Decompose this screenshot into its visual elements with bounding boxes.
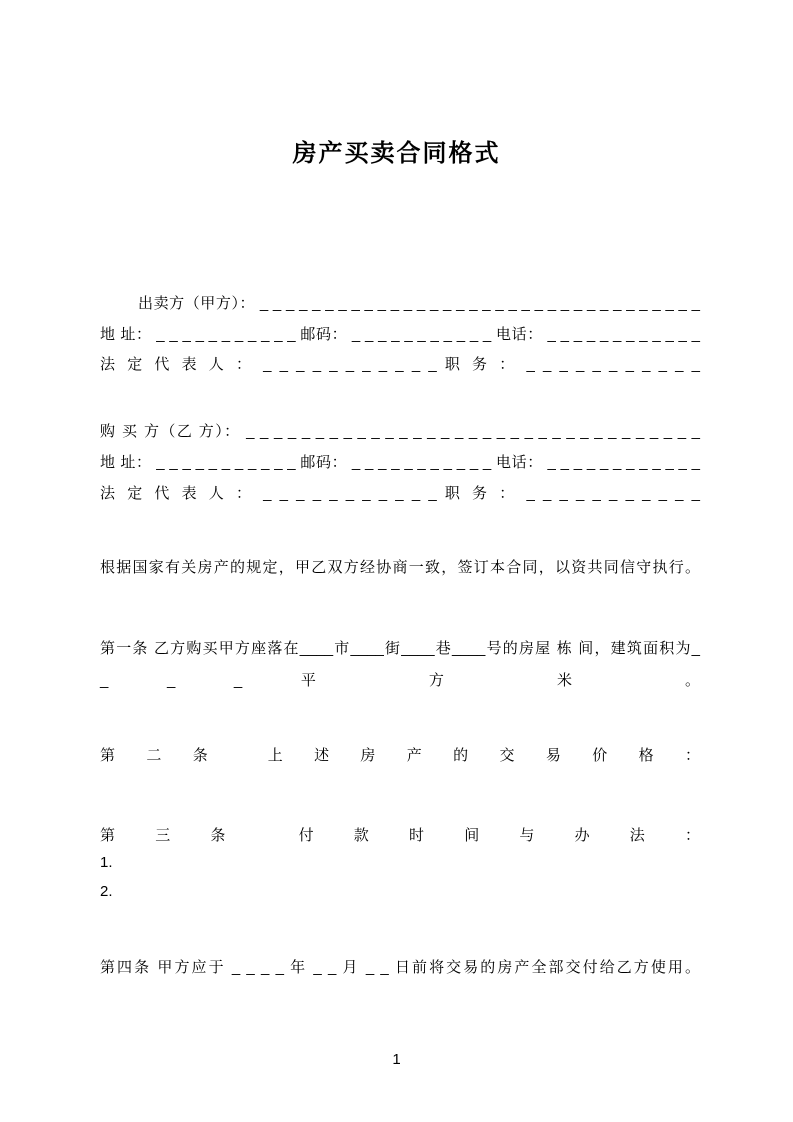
preamble-text: 根据国家有关房产的规定，甲乙双方经协商一致，签订本合同，以资共同信守执行。 (100, 559, 700, 576)
document-title: 房产买卖合同格式 (292, 140, 501, 167)
article-3-heading: 第 三 条 付 款 时 间 与 办 法 ： (100, 827, 700, 844)
buyer-address-line: 地 址： _ _ _ _ _ _ _ _ _ _ _ 邮码： _ _ _ _ _ _ _ _ _ _ _ 电话： _ _ _ _ _ _ _ _ _ _ _ _ (100, 454, 700, 471)
article-3-item-2: 2. (100, 883, 113, 900)
article-2-heading: 第 二 条 上 述 房 产 的 交 易 价 格 ： (100, 747, 700, 764)
article-1-line-2: _ _ _ 平 方 米 。 (100, 672, 700, 689)
article-3-item-1: 1. (100, 854, 113, 871)
seller-party-line: 出卖方（甲方）： _ _ _ _ _ _ _ _ _ _ _ _ _ _ _ _ _ _ _ _ _ _ _ _ _ _ _ _ _ _ _ _ _ _ (138, 295, 700, 312)
article-4-text: 第四条 甲方应于 _ _ _ _ 年 _ _ 月 _ _ 日前将交易的房产全部交付给乙方使用。 (100, 959, 700, 976)
buyer-representative-line: 法 定 代 表 人 ： _ _ _ _ _ _ _ _ _ _ _ 职 务 ： _ _ _ _ _ _ _ _ _ _ _ (100, 485, 700, 502)
buyer-party-line: 购 买 方（乙 方）： _ _ _ _ _ _ _ _ _ _ _ _ _ _ _ _ _ _ _ _ _ _ _ _ _ _ _ _ _ _ _ _ _ (100, 423, 700, 440)
article-1-line-1: 第一条 乙方购买甲方座落在____市____街____巷____号的房屋 栋 间，建筑面积为_ (100, 640, 700, 657)
page-number: 1 (392, 1051, 401, 1068)
seller-representative-line: 法 定 代 表 人 ： _ _ _ _ _ _ _ _ _ _ _ 职 务 ： _ _ _ _ _ _ _ _ _ _ _ (100, 356, 700, 373)
seller-address-line: 地 址： _ _ _ _ _ _ _ _ _ _ _ 邮码： _ _ _ _ _ _ _ _ _ _ _ 电话： _ _ _ _ _ _ _ _ _ _ _ _ (100, 326, 700, 343)
